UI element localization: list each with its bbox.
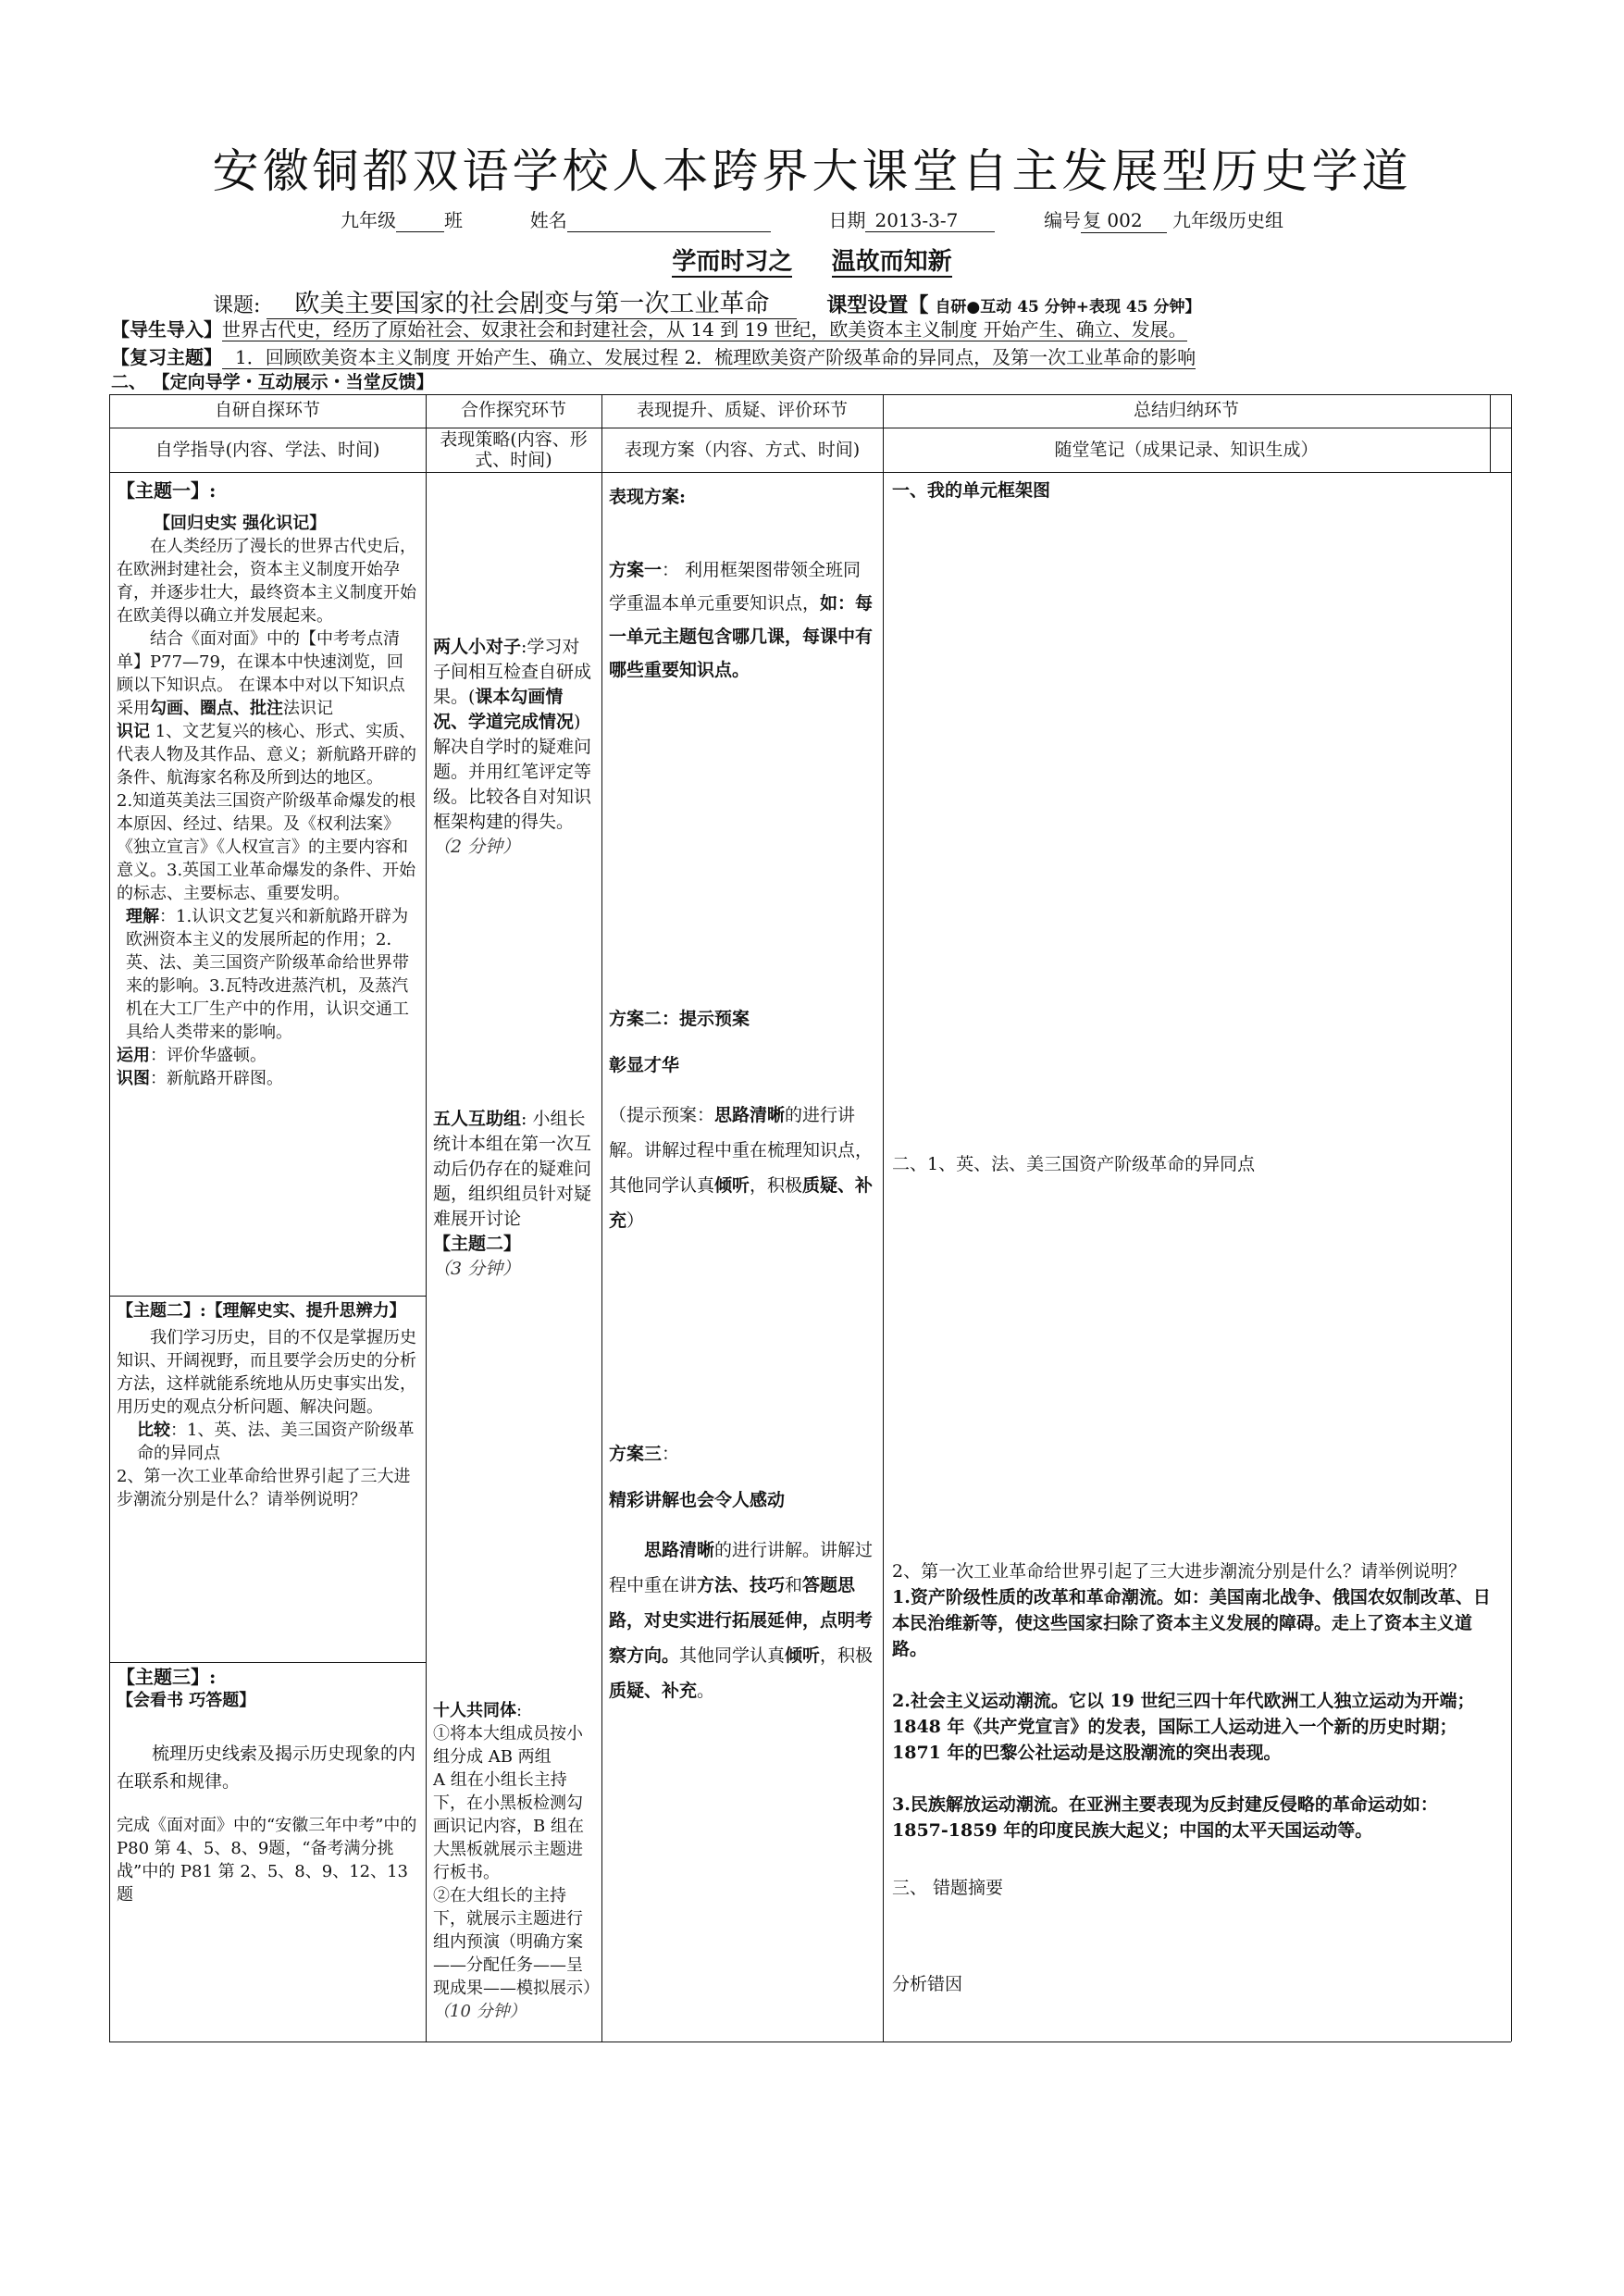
intro-label: 【导生导入】 xyxy=(111,318,222,341)
pair-time: （2 分钟） xyxy=(433,837,521,857)
plan-three-j: 。 xyxy=(697,1681,715,1701)
five-group-block xyxy=(433,1107,596,1282)
map-item xyxy=(117,1067,418,1090)
notes-trend-one: 1.资产阶级性质的改革和革命潮流。如：美国南北战争、俄国农奴制改革、日本民治维新等，使这些国家扫除了资本主义发展的障碍。走上了资本主义道路。 xyxy=(892,1587,1491,1659)
five-label: 五人互助组 xyxy=(433,1109,522,1129)
five-time: （3 分钟） xyxy=(433,1259,521,1279)
type-label: 课型设置【 xyxy=(826,293,929,317)
plan-two-subtitle: 彰显才华 xyxy=(609,1055,680,1075)
topic-one-label: 【主题一】: xyxy=(117,479,217,502)
notes-section-two: 二、1、英、法、美三国资产阶级革命的异同点 xyxy=(892,1154,1256,1174)
review-label: 【复习主题】 xyxy=(111,346,222,368)
topic-one-subtitle: 【回归史实 强化识记】 xyxy=(154,514,327,533)
subheader-summary: 随堂笔记（成果记录、知识生成） xyxy=(1054,440,1319,460)
topic-one-paragraph: 在人类经历了漫长的世界古代史后，在欧洲封建社会，资本主义制度开始孕育，并逐步壮大，最终资本主义制度开始在欧美得以确立并发展起来。 xyxy=(117,537,416,626)
plan-one xyxy=(609,553,877,687)
understand-item xyxy=(117,905,418,1044)
topic-two-block xyxy=(117,1299,418,1511)
topic-two-label: 【主题二】:【理解史实、提升思辨力】 xyxy=(117,1301,406,1321)
study-table xyxy=(109,394,1511,2042)
plan-three-e: 答题思路，对史实进行拓展延伸，点明考察方向。 xyxy=(609,1575,874,1666)
header-summary: 总结归纳环节 xyxy=(1133,400,1239,420)
intro-text: 世界古代史，经历了原始社会、奴隶社会和封建社会，从 14 到 19 世纪，欧美资本主义制度 开始产生、确立、发展。 xyxy=(222,318,1187,341)
topic-three-subtitle: 【会看书 巧答题】 xyxy=(117,1691,256,1710)
date-value: 2013-3-7 xyxy=(865,209,995,232)
plan-two-c: 的进行讲解。讲解过程中重在梳理知识点， 其他同学认真 xyxy=(609,1105,874,1196)
topic-one-instruction xyxy=(117,627,418,720)
five-topic: 【主题二】 xyxy=(433,1234,522,1254)
notes-framework xyxy=(892,478,1494,503)
date-label: 日期 xyxy=(828,209,866,231)
instruction-suffix: 法识记 xyxy=(283,699,333,718)
plan-one-text: ： 利用框架图带领全班同学重温本单元重要知识点， xyxy=(609,560,862,614)
pair-intro: :学习对子间相互检查自研成果。( xyxy=(433,637,592,707)
notes-trend-two: 2.社会主义运动潮流。它以 19 世纪三四十年代欧洲工人独立运动为开端；1848 年《共产党宣言》的发表，国际工人运动进入一个新的历史时期；1871 年的巴黎公社运动是这股潮流的突出表现。 xyxy=(892,1691,1475,1763)
apply-item xyxy=(117,1044,418,1067)
plan-two-b: 思路清晰 xyxy=(714,1105,786,1125)
memorize-item-2: 2.知道英美法三国资产阶级革命爆发的根本原因、经过、结果。及《权利法案》《独立宣言》《人权宣言》的主要内容和意义。3.英国工业革命爆发的条件、开始的标志、主要标志、重要发明。 xyxy=(117,791,416,903)
review-text: 1．回顾欧美资本主义制度 开始产生、确立、发展过程 2．梳理欧美资产阶级革命的异同点，及第一次工业革命的影响 xyxy=(222,346,1196,369)
plan-three-colon: ： xyxy=(662,1444,680,1464)
ten-label: 十人共同体 xyxy=(433,1701,516,1720)
compare-item xyxy=(117,1419,418,1465)
subtitle-part-a: 学而时习之 xyxy=(672,248,793,276)
subheader-cooperation: 表现策略(内容、形式、时间) xyxy=(440,429,588,470)
five-desc: : 小组长统计本组在第一次互动后仍存在的疑难问题，组织组员针对疑难展开讨论 xyxy=(433,1109,592,1229)
ten-group-block xyxy=(433,1699,600,2023)
class-label: 班 xyxy=(444,209,464,231)
header-cooperation: 合作探究环节 xyxy=(460,400,566,420)
code-label: 编号 xyxy=(1044,209,1082,231)
instruction-method: 勾画、圈点、批注 xyxy=(150,699,283,718)
topic-two-paragraph: 我们学习历史，目的不仅是掌握历史知识、开阔视野，而且要学会历史的分析方法，这样就能系统地从历史事实出发，用历史的观点分析问题、解决问题。 xyxy=(117,1328,416,1417)
pair-check-items: 课本勾画情况、学道完成情况 xyxy=(433,687,575,732)
notes-error-analysis: 分析错因 xyxy=(892,1974,963,1994)
pair-text xyxy=(433,635,596,835)
plan-three-g: 倾听 xyxy=(785,1645,821,1666)
course-topic: 欧美主要国家的社会剧变与第一次工业革命 xyxy=(267,290,797,319)
memorize-text: 1、文艺复兴的核心、形式、实质、代表人物及其作品、意义；新航路开辟的条件、航海家名称及所到达的地区。 xyxy=(117,722,416,788)
memorize-label: 识记 xyxy=(117,722,150,741)
type-value: 自研●互动 45 分钟+表现 45 分钟】 xyxy=(935,298,1201,316)
header-performance: 表现提升、质疑、评价环节 xyxy=(636,400,848,420)
plan-two-e: ，积极 xyxy=(750,1175,803,1196)
subheader-performance: 表现方案（内容、方式、时间) xyxy=(624,440,861,460)
ten-colon: : xyxy=(516,1701,523,1720)
apply-label: 运用 xyxy=(117,1046,150,1065)
understand-text: ：1.认识文艺复兴和新航路开辟为欧洲资本主义的发展所起的作用；2．英、法、美三国资产阶级革命给世界带来的影响。3.瓦特改进蒸汽机，及蒸汽机在大工厂生产中的作用，认识交通工具给人类带来的影响。 xyxy=(126,907,409,1042)
code-value: 复 002 xyxy=(1081,205,1167,233)
performance-column xyxy=(609,483,877,687)
plan-two-d: 倾听 xyxy=(714,1175,750,1196)
map-text: ：新航路开辟图。 xyxy=(150,1069,283,1088)
plan-two-text xyxy=(609,1098,877,1238)
student-info-line xyxy=(0,205,1624,233)
header-self-study: 自研自探环节 xyxy=(214,400,320,420)
subheader-self-study: 自学指导(内容、学法、时间) xyxy=(155,440,380,460)
lesson-subtitle xyxy=(0,242,1624,277)
section-two-heading: 二、 【定向导学・互动展示・当堂反馈】 xyxy=(111,372,434,392)
plan-two-label: 方案二：提示预案 xyxy=(609,1009,750,1029)
topic-three-label: 【主题三】: xyxy=(117,1666,217,1688)
page-title: 安徽铜都双语学校人本跨界大课堂自主发展型历史学道 xyxy=(212,144,1412,198)
understand-label: 理解 xyxy=(126,907,159,926)
instruction-text: 结合《面对面》中的【中考考点清单】P77—79，在课本中快速浏览，回顾以下知识点。 在课本中对以下知识点采用 xyxy=(117,629,405,718)
pair-rest: )解决自学时的疑难问题。并用红笔评定等级。比较各自对知识框架构建的得失。 xyxy=(433,712,592,832)
intro-line xyxy=(111,315,1187,341)
class-blank[interactable] xyxy=(396,209,444,232)
apply-text: ：评价华盛顿。 xyxy=(150,1046,267,1065)
plan-three-i: 质疑、补充 xyxy=(609,1681,698,1701)
ten-heading xyxy=(433,1699,596,1722)
plan-three-c: 方法、技巧 xyxy=(697,1575,786,1595)
notes-trends xyxy=(892,1558,1494,1997)
plan-one-label: 方案一 xyxy=(609,560,663,580)
compare-label: 比较 xyxy=(137,1421,170,1440)
compare-text: ：1、英、法、美三国资产阶级革命的异同点 xyxy=(137,1421,415,1463)
plan-heading: 表现方案: xyxy=(609,487,687,507)
grade-label: 九年级 xyxy=(341,209,397,231)
plan-three-text xyxy=(609,1533,877,1708)
pair-label: 两人小对子 xyxy=(433,637,522,657)
review-line xyxy=(111,342,1196,369)
topic-two-question: 2、第一次工业革命给世界引起了三大进步潮流分别是什么？请举例说明？ xyxy=(117,1467,411,1509)
name-blank[interactable] xyxy=(567,209,771,232)
plan-three-b: 的进行讲解。讲解过程中重在讲 xyxy=(609,1540,874,1595)
notes-trend-three: 3.民族解放运动潮流。在亚洲主要表现为反封建反侵略的革命运动如：1857-1859 年的印度民族大起义；中国的太平天国运动等。 xyxy=(892,1794,1438,1841)
topic-three-paragraph: 梳理历史线索及揭示历史现象的内在联系和规律。 xyxy=(117,1744,416,1792)
notes-question: 2、第一次工业革命给世界引起了三大进步潮流分别是什么？请举例说明？ xyxy=(892,1561,1467,1582)
notes-section-one: 一、我的单元框架图 xyxy=(892,480,1051,501)
five-text xyxy=(433,1107,596,1232)
topic-three-task: 完成《面对面》中的“安徽三年中考”中的 P80 第 4、5、8、9题，“备考满分挑战”中的 P81 第 2、5、8、9、12、13 题 xyxy=(117,1816,417,1905)
self-study-column xyxy=(117,479,418,1090)
plan-three-f: 其他同学认真 xyxy=(679,1645,786,1666)
ten-text: ①将本大组成员按小组分成 AB 两组 A 组在小组长主持下，在小黑板检测勾画识记内容，B 组在大黑板就展示主题进行板书。 ②在大组长的主持下，就展示主题进行组内预演（明确方案——分配任务——呈现成果——模拟展示） xyxy=(433,1724,600,1998)
plan-three-d: 和 xyxy=(785,1575,803,1595)
plan-one-example: 如：每一单元主题包含哪几课，每课中有哪些重要知识点。 xyxy=(609,593,874,680)
plan-two-a: （提示预案： xyxy=(609,1105,715,1125)
plan-two-f: 质疑、补充 xyxy=(609,1175,874,1231)
subtitle-part-b: 温故而知新 xyxy=(831,248,952,276)
notes-section-three: 三、 错题摘要 xyxy=(892,1878,1004,1898)
group-label: 九年级历史组 xyxy=(1172,209,1283,231)
course-label: 课题: xyxy=(213,294,261,317)
plan-three-subtitle: 精彩讲解也会令人感动 xyxy=(609,1490,786,1510)
plan-two-block xyxy=(609,1005,877,1238)
name-label: 姓名 xyxy=(529,209,567,231)
plan-three-h: ，积极 xyxy=(820,1645,874,1666)
plan-three-label: 方案三 xyxy=(609,1444,663,1464)
topic-three-block xyxy=(117,1666,418,1906)
plan-two-g: ） xyxy=(626,1210,645,1231)
map-label: 识图 xyxy=(117,1069,150,1088)
memorize-item xyxy=(117,720,418,789)
plan-three-block xyxy=(609,1440,877,1708)
plan-three-heading xyxy=(609,1440,877,1468)
plan-three-a: 思路清晰 xyxy=(644,1540,715,1560)
notes-comparison xyxy=(892,1151,1494,1177)
pair-block xyxy=(433,635,596,860)
ten-time: （10 分钟） xyxy=(433,2002,527,2021)
